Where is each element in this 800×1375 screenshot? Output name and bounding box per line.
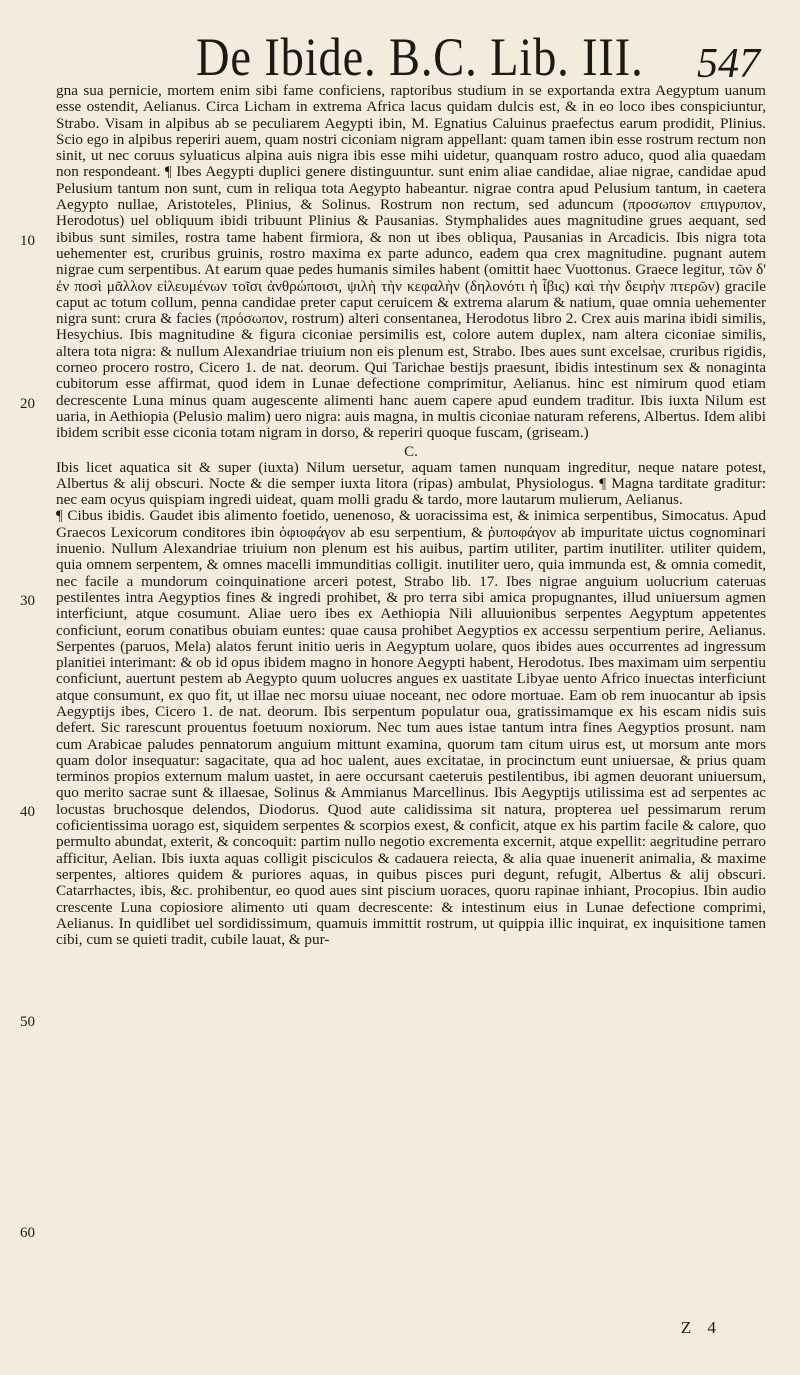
signature-mark: Z 4: [680, 1318, 722, 1337]
margin-number: 50: [20, 1014, 35, 1030]
paragraph: gna sua pernicie, mortem enim sibi fame conficiens, raptoribus studium in se exportanda extra Aegyptum uanum esse ostendit, Aelianus. Circa Licham in extrema Africa lacus quidam dulcis est, & in eo loco ibes conspiciuntur, Strabo. Visam in alpibus ab se peculiarem Aegypti ibin, M. Egnatius Caluinus praefectus earum prodidit, Plinius. Scio ego in alpibus reperiri auem, quam nostri ciconiam nigram appellant: quam tamen ibin esse rostrum rectum non sinit, ut nec coruus syluaticus alpina auis nigra ibis esse mihi uidetur, quanquam rostro aduco, quod alia quaedam non respondeant. ¶ Ibes Aegypti duplici genere distinguuntur. sunt enim aliae candidae, aliae nigrae, candidae apud Pelusium tantum non sunt, cum in reliqua tota Aegypto habeantur. nigrae contra apud Pelusium tantum, in caetera Aegypto nullae, Aristoteles, Plinius, & Solinus. Rostrum non rectum, sed aduncum (προσωπον επιγρυπον, Herodotus) uel obliquum ibidi tribuunt Plinius & Pausanias. Stymphalides aues magnitudine grues aequant, sed ibibus sunt similes, rostra tame habent firmiora, & non ut ibes obliqua, Pausanias in Arcadicis. Ibis nigra tota uehementer est, cruribus gruinis, rostro maxima ex parte adunco, eadem qua crex magnitudine. pugnant autem nigrae cum serpentibus. At earum quae pedes humanis similes habent (omittit haec Vuottonus. Graece legitur, τῶν δ' ἐν ποσὶ μᾶλλον εἱλευμένων τοῖσι ἀνθρώποισι, ψιλὴ τὴν κεφαλὴν (δηλονότι ἡ ἶβις) καὶ τὴν δειρὴν πτερῶν) gracile caput ac totum collum, penna candidae preter caput ceruicem & extrema alarum & natium, quae omnia uehementer nigra sunt: crura & facies (πρόσωπον, rostrum) alteri consentanea, Herodotus libro 2. Crex auis marina ibidi similis, Hesychius. Ibis magnitudine & figura ciconiae persimilis est, colore autem duplex, nam altera ciconiae similis, altera tota nigra: & nullum Alexandriae triuium non eis plenum est, Strabo. Ibes aues sunt excelsae, cruribus rigidis, corneo procero rostro, Cicero 1. de nat. deorum. Qui Tarichae bestijs praesunt, ibidis intestinum sex & nonaginta cubitorum esse affirmat, quod idem in Lunae defectione comprimitur, Aelianus. hinc est nimirum quod etiam decrescente Luna minus quam augescente alimenti hanc auem capere apud eundem traditur. Ibis iuxta Nilum est uaria, in Aethiopia (Pelusio malim) uero nigra: auis magna, in multis ciconiae naturam referens, Albertus. Idem alibi ibidem scribit esse ciconia totam nigram in dorso, & reperiri quoque fuscam, (griseam.): [56, 82, 766, 442]
paragraph: Ibis licet aquatica sit & super (iuxta) Nilum uersetur, aquam tamen nunquam ingreditur, neque natare potest, Albertus & alij obscuri. Nocte & die semper iuxta litora (ripas) ambulat, Physiologus. ¶ Magna tarditate graditur: nec eam ocyus quispiam ingredi uideat, quam molli gradu & tardo, more lautarum mulierum, Aelianus.: [56, 458, 766, 509]
margin-number: 60: [20, 1225, 35, 1241]
section-mark-c: C.: [404, 443, 418, 460]
body-text: [56, 83, 766, 948]
paragraph: ¶ Cibus ibidis. Gaudet ibis alimento foetido, uenenoso, & uoracissima est, & inimica serpentibus, Simocatus. Apud Graecos Lexicorum conditores ibin ὀφιοφάγον ab esu serpentium, & ῥυποφάγον ab impuritate uictus cognominari inuenio. Nullum Alexandriae triuium non plenum est his auibus, partim utiliter, partim inutiliter. utiliter quidem, quia omnem serpentem, & omnes macelli immunditias colligit. inutiliter uero, quia immunda est, & omnia comedit, nec facile a mundorum coinquinatione arceri potest, Strabo lib. 17. Ibes nigrae anguium uolucrium cateruas pestilentes intra Aegyptios fines & ingredi prohibet, & pro terra sibi amica propugnantes, illud uniuersum agmen interficiunt, atque cosumunt. Aliae uero ibes ex Aethiopia Nili alluuionibus serpentes Aegyptum appetentes conficiunt, eorum conatibus obuiam euntes: quae causa prohibet Aegyptios ex accessu serpentium perire, Aelianus. Serpentes (paruos, Mela) alatos ferunt initio ueris in Aegyptum uolare, quos ibides aues occurrentes ad ingressum planitiei interimant: & ob id opus ibidem magno in honore Aegypti habent, Herodotus. Ibes maximam uim serpentiu conficiunt, auertunt pestem ab Aegypto quum uolucres angues ex uastitate Libyae uento Africo inuectas interficiunt atque consumunt, ex quo fit, ut illae nec morsu uiuae noceant, nec odore mortuae. Eam ob rem inuocantur ab ipsis Aegyptijs ibes, Cicero 1. de nat. deorum. Ibis serpentum populatur oua, gratissimamque ex his escam nidis suis defert. Sic rarescunt prouentus foetuum noxiorum. Nec tum aues istae tantum intra fines Aegyptios prosunt. nam cum Arabicae paludes pennatorum anguium mittunt examina, quorum tam citum uirus est, ut morsum ante mors quam dolor insequatur: sagacitate, qua ad hoc ualent, aues excitatae, in procinctum eunt uniuersae, & prius quam terminos propios externum malum uastet, in aere occursant caeteruis pestilentibus, ibi agmen deuorant uniuersum, quo merito sacrae sunt & illaesae, Solinus & Ammianus Marcellinus. Ibis Aegyptijs utilissima est ad serpentes ac locustas bruchosque delendos, Diodorus. Quod aute calidissima sit natura, propterea uel pessimarum rerum coficientissima uorago est, siquidem serpentes & scorpios exest, & conficit, atque ex his partim facile & calore, quo permulto abundat, exterit, & concoquit: partim nullo negotio excrementa excernit, atque expellit: aegritudine perraro afficitur, Aelian. Ibis iuxta aquas colligit pisciculos & cadauera reiecta, & alia quae inuenerit animalia, & maxime serpentes, altiores quidem & puriores aquas, in quibus pisces puri degunt, refugit, Albertus & alij obscuri. Catarrhactes, ibis, &c. prohibentur, eo quod aues sint piscium uoraces, quoru rapinae inhiant, Procopius. Ibin audio crescente Luna copiosiore alimento uti quam decrescente: & intestinum eius in Lunae defectione comprimi, Aelianus. In quidlibet uel sordidissimum, quamuis immittit rostrum, ut quippia illic inquirat, ex inquisitione tamen cibi, cum se quieti tradit, cubile lauat, & pur-: [56, 507, 766, 949]
margin-line-numbers: [0, 0, 56, 1375]
running-title: De Ibide. B.C. Lib. III.: [196, 27, 644, 87]
margin-number: 40: [20, 804, 35, 820]
margin-number: 10: [20, 233, 35, 249]
page-number: 547: [697, 41, 760, 87]
margin-number: 30: [20, 593, 35, 609]
margin-number: 20: [20, 396, 35, 412]
